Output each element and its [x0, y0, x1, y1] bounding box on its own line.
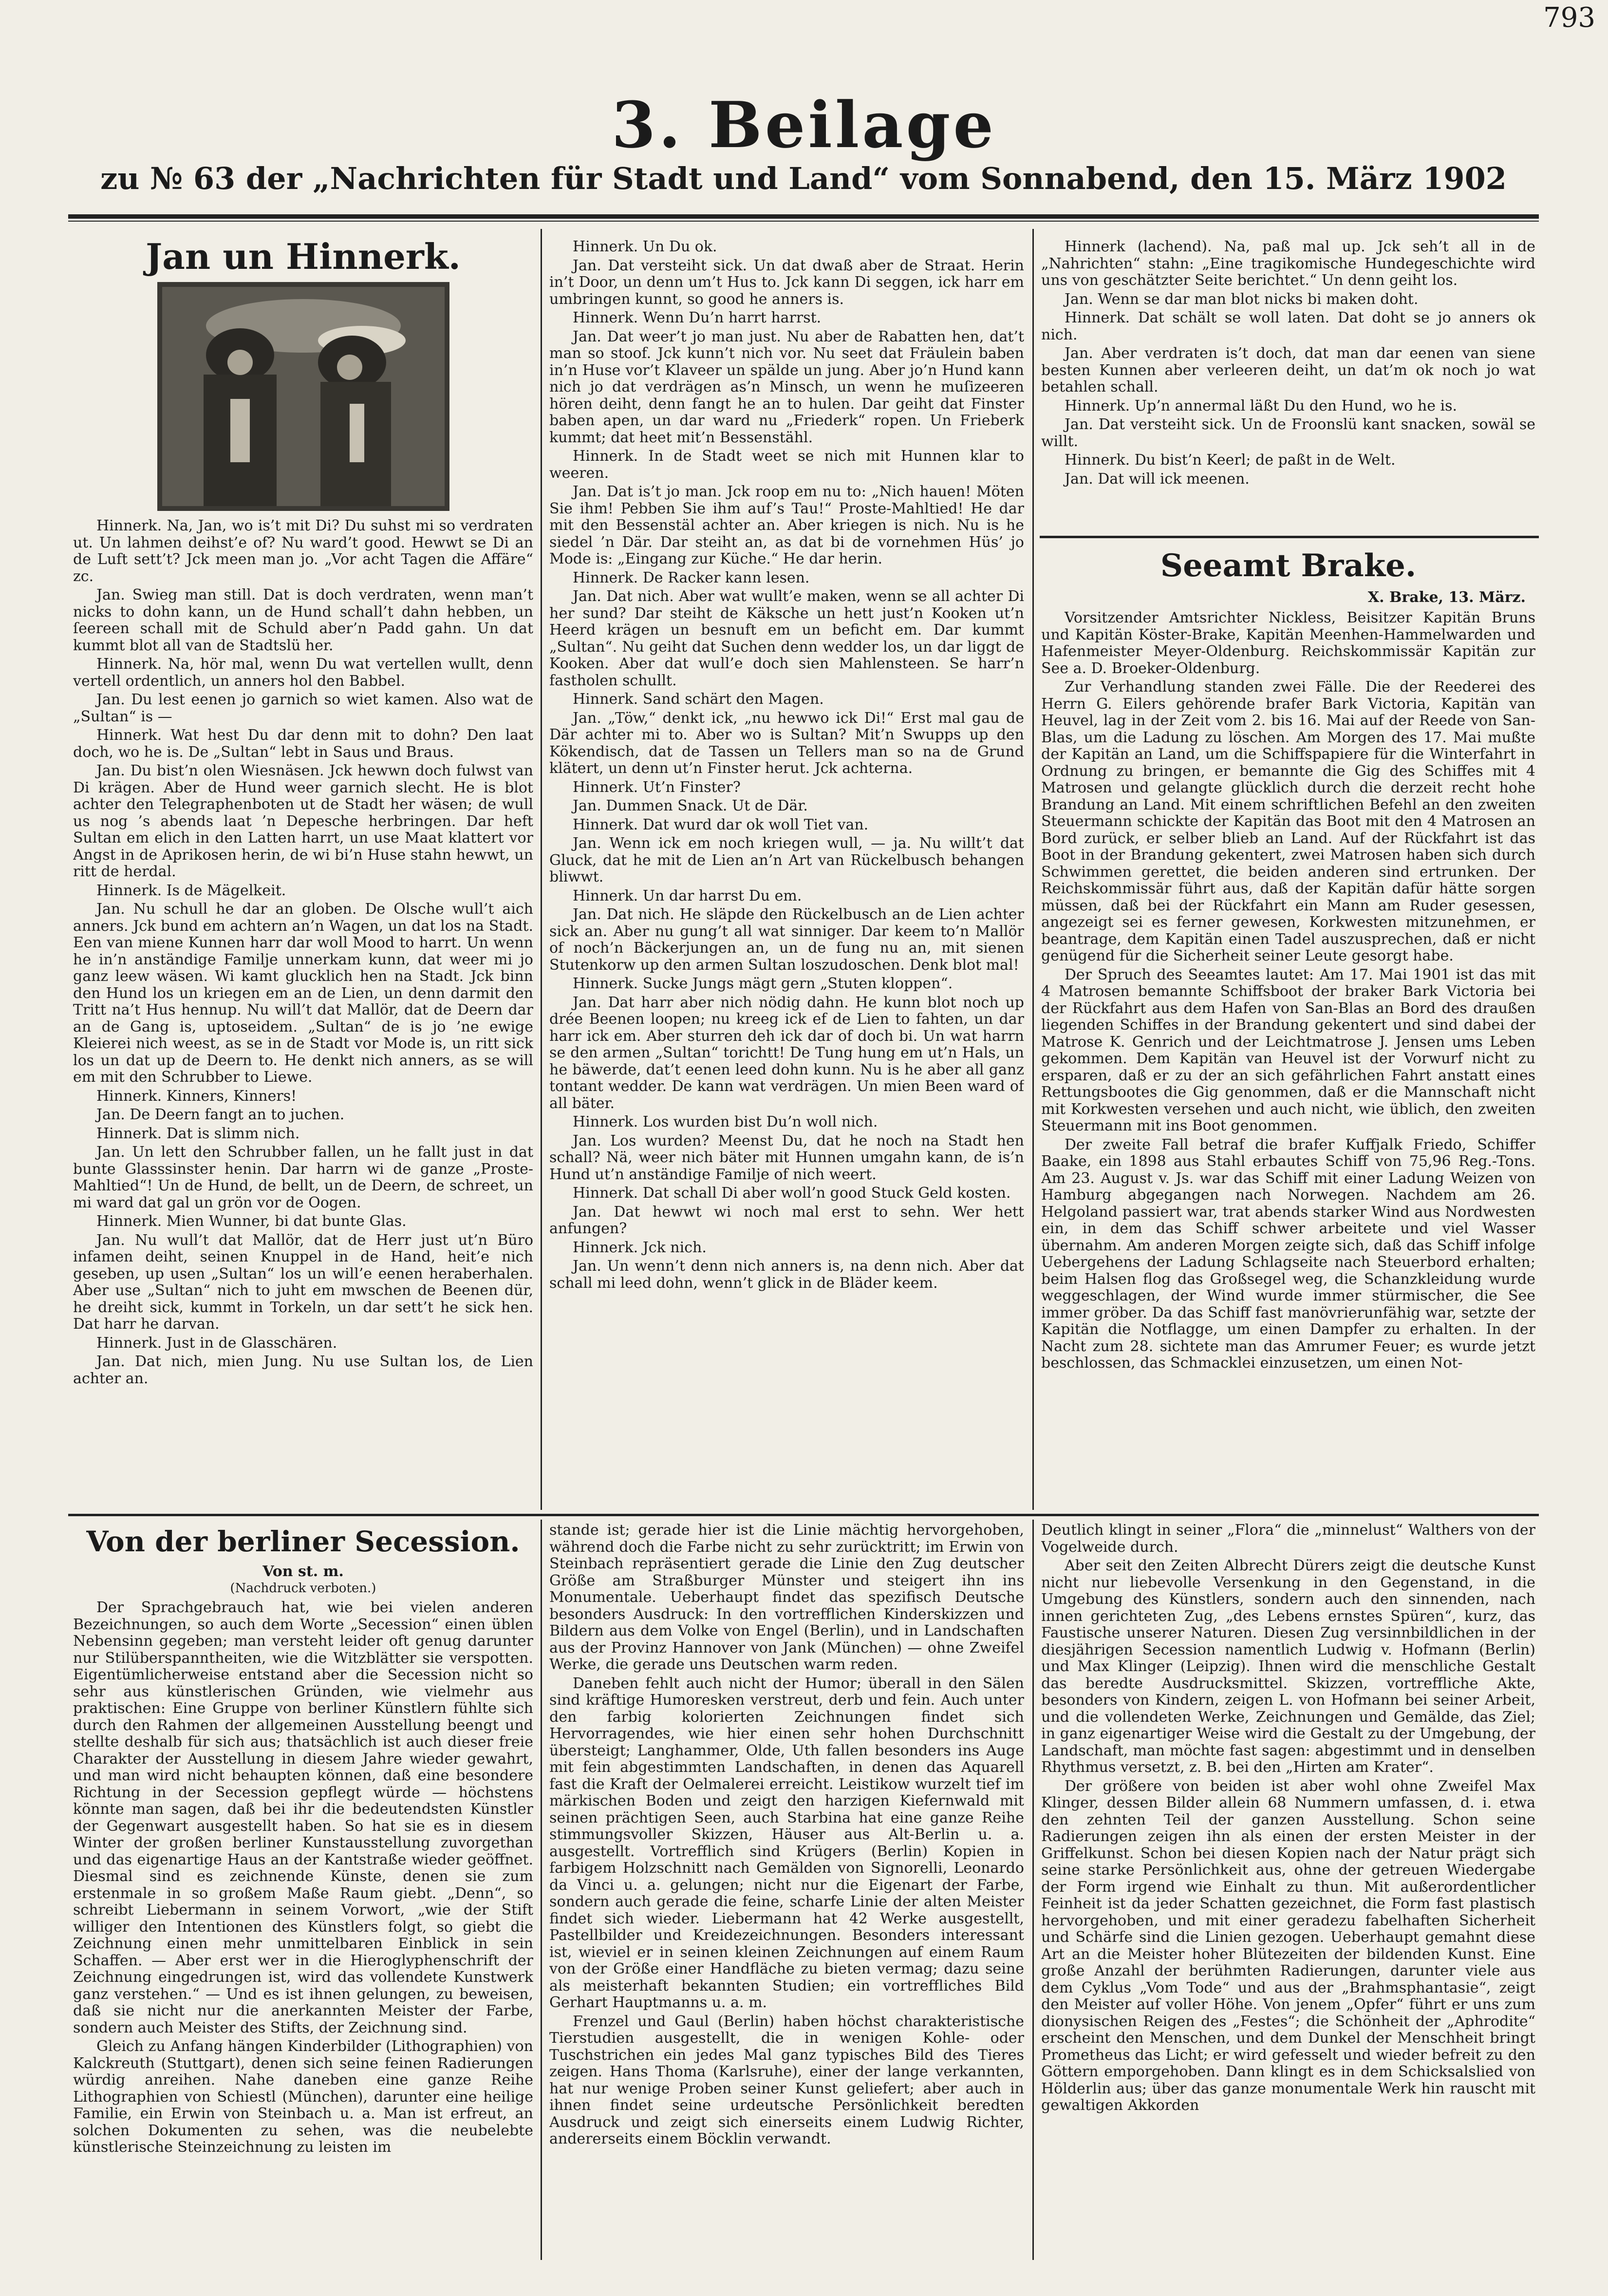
paragraph: Hinnerk. Mien Wunner, bi dat bunte Glas. — [96, 1213, 407, 1230]
paragraph: Jan. Du bist’n olen Wiesnäsen. Jck hewwn doch fulwst van Di krägen. Aber de Hund weer garnich slecht. He is blot achter den Telegraphenboten ut de Stadt her wäsen; de wull us nog ’s abends laat ’n Depesche herbringen. Dar heft Sultan em elich in den Latten harrt, un use Maat klattert vor Angst in de Aprikosen herin, de wi bi’n Huse stahn hewwt, un ritt de herdal. — [73, 762, 533, 880]
article-secession-col3 — [1041, 1522, 1535, 2262]
reprint-note: (Nachdruck verboten.) — [230, 1581, 376, 1596]
paragraph: Jan. Nu schull he dar an globen. De Olsche wull’t aich anners. Jck bund em achtern an’n Wagen, un dat los na Stadt. Een van miene Kunnen harr dar woll Mood to harrt. Un wenn he in’n anständige Familje unnerkam kunn, dat weer mi jo ganz leew wäsen. Wi kamt glucklich hen na Stadt. Jck binn den Hund los un kriegen em an de Lien, un denn darmit den Tritt na’t Hus hennup. Nu will’t dat Mallör, dat de Deern dar an de Gang is, uptoseidem. „Sultan“ de is jo ’ne ewige Kleierei nich weest, as se in de Stadt vor Mode is, un ritt sick los un dat up de Deern to. He denkt nich anners, as se will em mit den Schrubber to Liewe. — [73, 901, 533, 1086]
dialogue-col1 — [73, 518, 533, 1387]
paragraph: Hinnerk. Sucke Jungs mägt gern „Stuten kloppen“. — [573, 975, 953, 992]
paragraph: Der Sprachgebrauch hat, wie bei vielen anderen Bezeichnungen, so auch dem Worte „Secession“ einen üblen Nebensinn gegeben; man versteht leider oft genug darunter nur Stilüberspanntheiten, wie die Witzblätter sie verspotten. Eigentümlicherweise entstand aber die Secession nicht so sehr aus künstlerischen Gründen, wie vielmehr aus praktischen: Eine Gruppe von berliner Künstlern fühlte sich durch den Rahmen der allgemeinen Ausstellung beengt und stellte deshalb für sich aus; thatsächlich ist auch dieser freie Charakter der Ausstellung in diesem Jahre wieder gewahrt, und man wird nicht behaupten können, daß eine besondere Richtung in der Secession gepflegt würde — höchstens könnte man sagen, daß bei ihr die bedeutendsten Künstler der Gegenwart ausgestellt haben. So hat sie es in diesem Winter der großen berliner Kunstausstellung zuvorgethan und das eigenartige Haus an der Kantstraße wieder geöffnet. Diesmal sind es zeichnende Künste, denen sie zum erstenmale in so großem Maße Raum giebt. „Denn“, so schreibt Liebermann in seinem Vorwort, „wie der Stift williger den Intentionen des Künstlers folgt, so giebt die Zeichnung einen mehr unmittelbaren Einblick in sein Schaffen. — Aber erst wer in die Hieroglyphenschrift der Zeichnung eingedrungen ist, wird das vollendete Kunstwerk ganz verstehen.“ — Und es ist ihnen gelungen, zu beweisen, daß sie nicht nur die anerkannten Meister der Farbe, sondern auch Meister des Stifts, der Zeichnung sind. — [73, 1599, 533, 2036]
paragraph: Der größere von beiden ist aber wohl ohne Zweifel Max Klinger, dessen Bilder allein 68 Nummern umfassen, d. i. etwa den zehnten Teil der ganzen Ausstellung. Schon seine Radierungen zeigen ihn als einen der ersten Meister in der Griffelkunst. Schon bei diesen Kopien nach der Natur prägt sich seine starke Persönlichkeit aus, ohne der getreuen Wiedergabe der Form irgend wie Einhalt zu thun. Mit außerordentlicher Feinheit ist da jeder Schatten gezeichnet, die Form fast plastisch hervorgehoben, und mit einer geradezu fabelhaften Sicherheit und Schärfe sind die Linien gezogen. Ueberhaupt gemahnt diese Art an die Meister hoher Blütezeiten der bildenden Kunst. Eine große Anzahl der berühmten Radierungen, darunter viele aus dem Cyklus „Vom Tode“ und aus der „Brahmsphantasie“, zeigt den Meister auf voller Höhe. Von jenem „Opfer“ führt er uns zum dionysischen Reigen des „Festes“; die Schönheit der „Aphrodite“ erscheint den Menschen, und dem Dunkel der Menschheit bringt Prometheus das Licht; er wird gefesselt und wieder befreit zu den Göttern emporgehoben. Dann klingt es in dem Schicksalslied von Hölderlin aus; über das ganze monumentale Werk hin rauscht mit gewaltigen Akkorden — [1041, 1777, 1535, 2114]
paragraph: Hinnerk. Du bist’n Keerl; de paßt in de Welt. — [1065, 452, 1396, 469]
page-number: 793 — [1543, 2, 1595, 34]
paragraph: Deutlich klingt in seiner „Flora“ die „minnelust“ Walthers von der Vogelweide durch. — [1041, 1522, 1535, 1556]
dateline: X. Brake, 13. März. — [1367, 589, 1526, 606]
paragraph: Jan. Dummen Snack. Ut de Där. — [573, 797, 808, 814]
paragraph: Jan. Wenn ick em noch kriegen wull, — ja. Nu willt’t dat Gluck, dat he mit de Lien an’n Art van Rückelbusch behangen bliwwt. — [549, 835, 1024, 885]
paragraph: Jan. Dat nich, mien Jung. Nu use Sultan los, de Lien achter an. — [73, 1353, 533, 1387]
seeamt-top-rule — [1040, 536, 1539, 538]
article-jan-un-hinnerk-col2 — [549, 239, 1024, 1510]
byline: Von st. m. — [262, 1563, 344, 1580]
supplement-title: 3. Beilage — [611, 88, 997, 162]
paragraph: Hinnerk. Jck nich. — [573, 1239, 707, 1256]
article-secession-col1 — [73, 1522, 533, 2262]
paragraph: Hinnerk. Dat wurd dar ok woll Tiet van. — [573, 816, 869, 833]
column-divider-2-upper — [1032, 229, 1034, 1510]
paragraph: Hinnerk. Ut’n Finster? — [573, 778, 741, 796]
paragraph: Hinnerk. De Racker kann lesen. — [573, 569, 810, 586]
paragraph: Jan. De Deern fangt an to juchen. — [96, 1106, 345, 1123]
paragraph: Der Spruch des Seeamtes lautet: Am 17. Mai 1901 ist das mit 4 Matrosen bemannte Schiffsboot der braker Bark Victoria bei der Rückfahrt aus dem Hafen von San-Blas an Bord des draußen liegenden Schiffes in der Brandung gekentert und sind dabei der Matrose K. Genrich und der Leichtmatrose J. Jensen ums Leben gekommen. Dem Kapitän van Heuvel ist der Vorwurf nicht zu ersparen, daß er zu der an sich gefährlichen Fahrt anstatt eines Rettungsbootes die Gig genommen, daß er die Mannschaft nicht mit Korkwesten versehen und auch nicht, wie üblich, den zweiten Steuermann mit ins Boot genommen. — [1041, 966, 1535, 1134]
paragraph: Jan. Dat nich. Aber wat wullt’e maken, wenn se all achter Di her sund? Dar steiht de Käksche un hett just’n Kooken ut’n Heerd krägen un besnuft em un beficht em. Dar kummt „Sultan“. Nu geiht dat Suchen denn wedder los, un dar liggt de Kooken. Aber dat wull’e doch sien Mahlensteen. Se harr’n fastholen schullt. — [549, 588, 1024, 689]
column-divider-1-lower — [541, 1520, 542, 2260]
paragraph: Hinnerk. Dat schall Di aber woll’n good Stuck Geld kosten. — [573, 1185, 1011, 1202]
paragraph: Jan. Swieg man still. Dat is doch verdraten, wenn man’t nicks to dohn kann, un de Hund schall’t dahn hebben, un ſeereen schall mit de Schuld aber’n Padd gahn. Un dat kummt blot all van de Stadtslü her. — [73, 586, 533, 654]
paragraph: Jan. Dat is’t jo man. Jck roop em nu to: „Nich hauen! Möten Sie ihm! Pebben Sie ihm auf’s Tau!“ Proste-Mahltied! He dar mit den Bessenstäl achter an. Aber kriegen is nich. Nu is he siedel ’n Där. Dar steiht an, as dat bi de vornehmen Hüs’ jo Mode is: „Eingang zur Küche.“ He dar herin. — [549, 483, 1024, 567]
masthead-rule-thin — [68, 221, 1539, 222]
paragraph: Jan. Dat versteiht sick. Un de Froonslü kant snacken, sowäl se willt. — [1041, 416, 1535, 450]
masthead-rule-thick — [68, 214, 1539, 219]
paragraph: Jan. Un lett den Schrubber fallen, un he fallt just in dat bunte Glasssinster henin. Dar harrn wi de ganze „Proste-Mahltied“! Un de Hund, de bellt, un de Deern, de schreet, un mi ward dat gal un grön vor de Oogen. — [73, 1144, 533, 1211]
article-heading: Jan un Hinnerk. — [146, 236, 461, 277]
paragraph: Jan. Dat harr aber nich nödig dahn. He kunn blot noch up drée Beenen loopen; nu kreeg ick ef de Lien to fahten, un dar harr ick em. Aber sturren deh ick dar of doch bi. Un wat harrn se den armen „Sultan“ torichtt! De Tung hung em ut’n Hals, un he bäwerde, dat’t eenen leed dohn kunn. Nu is he aber all ganz tontant wedder. De kann wat verdrägen. Un mien Been ward of all bäter. — [549, 994, 1024, 1112]
section-divider — [68, 1514, 1539, 1516]
paragraph: Jan. Nu wull’t dat Mallör, dat de Herr just ut’n Büro infamen deiht, seinen Knuppel in de Hand, heit’e nich geseben, up usen „Sultan“ los un will’e eenen heraberhalen. Aber use „Sultan“ nich to juht em mwschen de Beenen dür, he dreiht sick, kummt in Torkeln, un dar sett’t he sick hen. Dat harr he darvan. — [73, 1231, 533, 1333]
article-secession-col2 — [549, 1522, 1024, 2262]
paragraph: Gleich zu Anfang hängen Kinderbilder (Lithographien) von Kalckreuth (Stuttgart), denen sich seine feinen Radierungen würdig anreihen. Nahe daneben eine ganze Reihe Lithographien von Schiestl (München), darunter eine heilige Familie, ein Erwin von Steinbach u. a. Man ist erfreut, an solchen Dokumenten zu sehen, was die neubelebte künstlerische Steinzeichnung zu leisten im — [73, 2038, 533, 2156]
paragraph: Frenzel und Gaul (Berlin) haben höchst charakteristische Tierstudien ausgestellt, die in wenigen Kohle- oder Tuschstrichen ein jedes Mal ganz typisches Bild des Tieres zeigen. Hans Thoma (Karlsruhe), einer der lange verkannten, hat nur wenige Proben seiner Kunst geliefert; aber auch in ihnen findet seine urdeutsche Persönlichkeit beredten Ausdruck und zeigt sich einerseits einem Ludwig Richter, andererseits einem Böcklin verwandt. — [549, 2013, 1024, 2147]
paragraph: Jan. Dat will ick meenen. — [1065, 470, 1250, 488]
paragraph: Hinnerk (lachend). Na, paß mal up. Jck seh’t all in de „Nahrichten“ stahn: „Eine tragikomische Hundegeschichte wird uns von geschätzter Seite berichtet.“ Un denn geiht los. — [1041, 239, 1535, 289]
paragraph: Hinnerk. Wenn Du’n harrt harrst. — [573, 309, 822, 326]
paragraph: Jan. Du lest eenen jo garnich so wiet kamen. Also wat de „Sultan“ is — — [73, 691, 533, 725]
paragraph: Jan. „Töw,“ denkt ick, „nu hewwo ick Di!“ Erst mal gau de Där achter mi to. Aber wo is Sultan? Mit’n Swupps up den Kökendisch, dat de Tassen un Tellers man so na de Grund klätert, un denn ut’n Finster herut. Jck achterna. — [549, 709, 1024, 777]
paragraph: stande ist; gerade hier ist die Linie mächtig hervorgehoben, während doch die Farbe nicht zu sehr zurücktritt; im Erwin von Steinbach repräsentiert gerade die Linie den Zug deutscher Größe am Straßburger Münster und steigert ihn ins Monumentale. Ueberhaupt findet das spezifisch Deutsche besonders Ausdruck: In den vortrefflichen Kinderskizzen und Bildern aus dem Volke von Engel (Berlin), und in Landschaften aus der Provinz Hannover von Jank (München) — ohne Zweifel Werke, die gerade uns Deutschen warm reden. — [549, 1522, 1024, 1673]
article-jan-un-hinnerk-col3 — [1041, 239, 1535, 531]
paragraph: Hinnerk. Dat is slimm nich. — [96, 1125, 300, 1142]
paragraph: Jan. Aber verdraten is’t doch, dat man dar eenen van siene besten Kunnen aber verleeren deiht, un dat’m ok noch jo wat betahlen schall. — [1041, 345, 1535, 395]
woodcut-illustration — [157, 282, 449, 511]
paragraph: Jan. Dat weer’t jo man just. Nu aber de Rabatten hen, dat’t man so stoof. Jck kunn’t nich vor. Nu seet dat Fräulein baben in’n Huse vor’t Klaveer un spälde un jung. Aber jo’n Hund kann nich jo dat verdrägen as’n Minsch, un wenn he muſizeeren hören deiht, denn fangt he an to hulen. Dar geiht dat Finster baben apen, un dar ward nu „Friederk“ ropen. Un Frieberk kummt; dat heet mit’n Bessenstähl. — [549, 328, 1024, 446]
article-jan-un-hinnerk-col1 — [73, 229, 533, 1510]
paragraph: Jan. Wenn se dar man blot nicks bi maken doht. — [1065, 290, 1419, 308]
paragraph: Hinnerk. Los wurden bist Du’n woll nich. — [573, 1113, 878, 1130]
paragraph: Hinnerk. Dat schält se woll laten. Dat doht se jo anners ok nich. — [1041, 309, 1535, 343]
paragraph: Hinnerk. Just in de Glasschären. — [96, 1334, 337, 1352]
paragraph: Der zweite Fall betraf die brafer Kuffjalk Friedo, Schiffer Baake, ein 1898 aus Stahl erbautes Schiff von 75,96 Reg.-Tons. Am 23. August v. Js. war das Schiff mit einer Ladung Weizen von Hamburg abgegangen nach Norwegen. Nachdem am 26. Helgoland passiert war, trat abends starker Wind aus Nordwesten ein, in dem das Schiff schwer arbeitete und viel Wasser übernahm. Am anderen Morgen zeigte sich, daß das Schiff infolge Uebergehens der Ladung Schlagseite nach Steuerbord erhalten; beim Halsen flog das Großsegel weg, die Schanzkleidung wurde weggeschlagen, der Wind wurde immer stürmischer, die See immer gröber. Da das Schiff fast manövrierunfähig war, setzte der Kapitän die Notflagge, um einen Dampfer zu erhalten. In der Nacht zum 28. sichtete man das Amrumer Feuer; es wurde jetzt beschlossen, das Schmacklei einzusetzen, um einen Not- — [1041, 1136, 1535, 1372]
paragraph: Hinnerk. Sand schärt den Magen. — [573, 691, 824, 708]
paragraph: Jan. Un wenn’t denn nich anners is, na denn nich. Aber dat schall mi leed dohn, wenn’t glick in de Bläder keem. — [549, 1258, 1024, 1292]
paragraph: Aber seit den Zeiten Albrecht Dürers zeigt die deutsche Kunst nicht nur liebevolle Versenkung in den Gegenstand, in die Umgebung des Künstlers, sondern auch den sinnenden, nach innen gerichteten Zug, „des Lebens ernstes Spüren“, kurz, das Faustische unserer Naturen. Diesen Zug versinnbildlichen in der diesjährigen Secession namentlich Ludwig v. Hofmann (Berlin) und Max Klinger (Leipzig). Ihnen wird die menschliche Gestalt das beredte Ausdrucksmittel. Skizzen, vortreffliche Akte, besonders von Kindern, zeigen L. von Hofmann bei seiner Arbeit, und die vollendeten Werke, Zeichnungen und Gemälde, das Ziel; in ganz eigenartiger Weise wird die Gestalt zu der Umgebung, der Landschaft, man möchte fast sagen: abgestimmt und in denselben Rhythmus versetzt, z. B. bei den „Hirten am Krater“. — [1041, 1557, 1535, 1776]
column-divider-1-upper — [541, 229, 542, 1510]
paragraph: Hinnerk. Is de Mägelkeit. — [96, 882, 286, 899]
paragraph: Jan. Dat hewwt wi noch mal erst to sehn. Wer hett anfungen? — [549, 1203, 1024, 1237]
paragraph: Vorsitzender Amtsrichter Nickless, Beisitzer Kapitän Bruns und Kapitän Köster-Brake, Kapitän Meenhen-Hammelwarden und Hafenmeister Meyer-Oldenburg. Reichskommissär Kapitän zur See a. D. Broeker-Oldenburg. — [1041, 609, 1535, 677]
paragraph: Hinnerk. Na, hör mal, wenn Du wat vertellen wullt, denn vertell ordentlich, un anners hol den Babbel. — [73, 656, 533, 690]
paragraph: Daneben fehlt auch nicht der Humor; überall in den Sälen sind kräftige Humoresken verstreut, derb und fein. Auch unter den farbig kolorierten Zeichnungen findet sich Hervorragendes, wie hier einen sehr hohen Durchschnitt übersteigt; Langhammer, Olde, Uth fallen besonders ins Auge mit fein abgestimmten Landschaften, in denen das Aquarell fast die Kraft der Oelmalerei erreicht. Leistikow wurzelt tief im märkischen Boden und zeigt den harzigen Kiefernwald mit seinen prächtigen Seen, auch Starbina hat eine ganze Reihe stimmungsvoller Skizzen, Häuser aus Alt-Berlin u. a. ausgestellt. Vortrefflich sind Krügers (Berlin) Kopien in farbigem Holzschnitt nach Gemälden von Signorelli, Leonardo da Vinci u. a. gelungen; nicht nur die Eigenart der Farbe, sondern auch gerade die feine, scharfe Linie der alten Meister findet sich wieder. Liebermann hat 42 Werke ausgestellt, Pastellbilder und Kreidezeichnungen. Besonders interessant ist, wieviel er in seinen kleinen Zeichnungen auf einem Raum von der Größe einer Handfläche zu bieten vermag; dazu seine als meisterhaft bekannten Studien; ein vortreffliches Bild Gerhart Hauptmanns u. a. m. — [549, 1675, 1024, 2011]
masthead-subtitle: zu № 63 der „Nachrichten für Stadt und Land“ vom Sonnabend, den 15. März 1902 — [100, 161, 1507, 196]
article-seeamt-brake — [1041, 541, 1535, 1510]
article-heading: Von der berliner Secession. — [86, 1525, 520, 1558]
paragraph: Hinnerk. Kinners, Kinners! — [96, 1087, 297, 1105]
paragraph: Jan. Dat nich. He släpde den Rückelbusch an de Lien achter sick an. Aber nu gung’t all wat sinniger. Dar keem to’n Mallör of noch’n Bäckerjungen an, un de fung nu an, mit sienen Stutenkorw up den armen Sultan loszudoschen. Denk blot mal! — [549, 906, 1024, 974]
paragraph: Hinnerk. Up’n annermal läßt Du den Hund, wo he is. — [1065, 397, 1458, 414]
paragraph: Hinnerk. Wat hest Du dar denn mit to dohn? Den laat doch, wo he is. De „Sultan“ lebt in Saus und Braus. — [73, 727, 533, 761]
paragraph: Zur Verhandlung standen zwei Fälle. Die der Reederei des Herrn G. Eilers gehörende brafer Bark Victoria, Kapitän van Heuvel, lag in der Zeit vom 2. bis 16. Mai auf der Reede von San-Blas, um die Ladung zu löschen. Am Morgen des 17. Mai mußte der Kapitän an Land, um die Schiffspapiere für die Winterfahrt in Ordnung zu bringen, er bemannte die Gig des Schiffes mit 4 Matrosen und gelangte glücklich durch die derzeit recht hohe Brandung an Land. Mit einem schriftlichen Befehl an den zweiten Steuermann schickte der Kapitän das Boot mit den 4 Matrosen an Bord zurück, er selber blieb an Land. Auf der Rückfahrt ist das Boot in der Brandung gekentert, zwei Matrosen haben sich durch Schwimmen gerettet, die beiden anderen sind ertrunken. Der Reichskommissär führt aus, daß der Kapitän dafür hätte sorgen müssen, daß bei der Rückfahrt ein Mann am Ruder gesessen, angezeigt sei es ferner gewesen, Korkwesten mitzunehmen, er beantrage, dem Kapitän einen Tadel auszusprechen, daß er nicht genügend für die Sicherheit seiner Leute gesorgt habe. — [1041, 678, 1535, 964]
paragraph: Hinnerk. Un dar harrst Du em. — [573, 887, 802, 904]
paragraph: Hinnerk. Na, Jan, wo is’t mit Di? Du suhst mi so verdraten ut. Un lahmen deihst’e of? Nu ward’t good. Hewwt se Di an de Luft sett’t? Jck meen man jo. „Vor acht Tagen die Affäre“ zc. — [73, 517, 533, 585]
article-heading: Seeamt Brake. — [1160, 547, 1417, 584]
paragraph: Jan. Dat versteiht sick. Un dat dwaß aber de Straat. Herin in’t Door, un denn um’t Hus to. Jck kann Di seggen, ick harr em umbringen kunnt, so good he anners is. — [549, 257, 1024, 308]
paragraph: Hinnerk. Un Du ok. — [573, 239, 717, 255]
paragraph: Jan. Los wurden? Meenst Du, dat he noch na Stadt hen schall? Nä, weer nich bäter mit Hunnen umgahn kann, de is’n Hund ut’n anständige Familje of nich weert. — [549, 1132, 1024, 1183]
column-divider-2-lower — [1032, 1520, 1034, 2260]
paragraph: Hinnerk. In de Stadt weet se nich mit Hunnen klar to weeren. — [549, 448, 1024, 482]
